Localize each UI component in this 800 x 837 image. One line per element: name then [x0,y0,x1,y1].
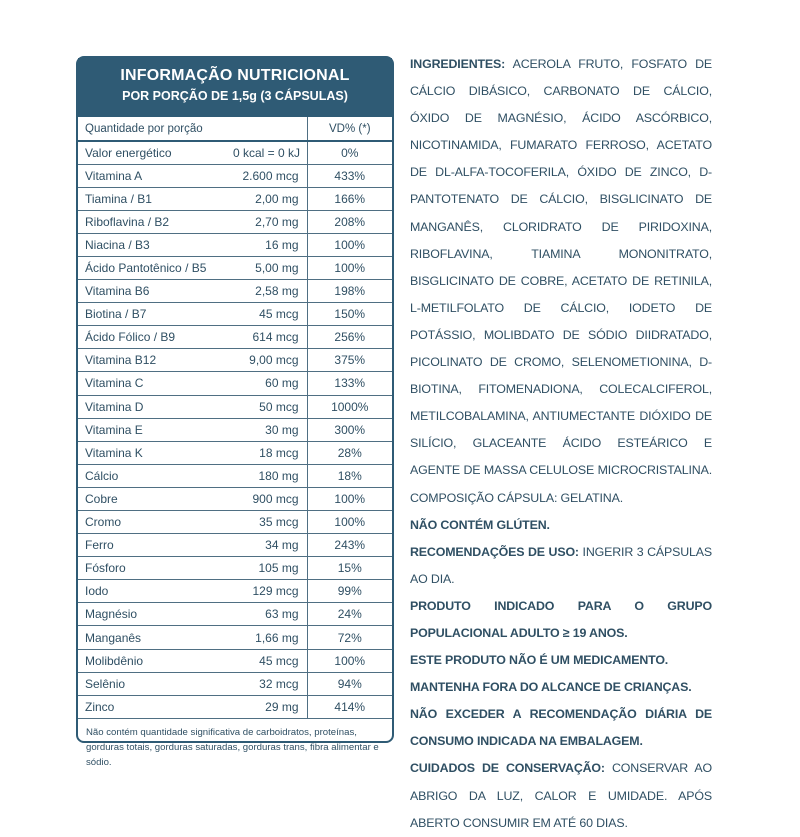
nutrient-amount: 35 mcg [229,511,307,534]
table-row [78,233,392,256]
table-row [78,256,392,279]
nutrient-name: Manganês [78,626,229,649]
nutrient-name: Vitamina B12 [78,349,229,372]
table-row [78,418,392,441]
nutrient-vd: 414% [307,695,392,718]
table-row [78,326,392,349]
nutrient-vd: 198% [307,280,392,303]
ingredients-paragraph [410,51,712,512]
nutrient-name: Vitamina C [78,372,229,395]
gluten-notice: NÃO CONTÉM GLÚTEN. [410,517,550,532]
table-row [78,511,392,534]
nutrient-name: Riboflavina / B2 [78,210,229,233]
table-row [78,626,392,649]
nutrient-amount: 45 mcg [229,303,307,326]
ingredients-label: INGREDIENTES: [410,57,506,71]
table-row [78,395,392,418]
no-exceed-notice: NÃO EXCEDER A RECOMENDAÇÃO DIÁRIA DE CONSUMO INDICADA NA EMBALAGEM. [410,707,712,749]
nutrient-vd: 94% [307,672,392,695]
care-paragraph [410,755,712,836]
nutrient-amount: 614 mcg [229,326,307,349]
table-row [78,164,392,187]
nutrient-vd: 300% [307,418,392,441]
table-row [78,141,392,164]
nutrient-vd: 100% [307,649,392,672]
nutrient-vd: 433% [307,164,392,187]
nutrient-amount: 9,00 mcg [229,349,307,372]
nutrient-vd: 1000% [307,395,392,418]
nutrient-name: Valor energético [78,141,229,164]
nutrient-amount: 18 mcg [229,441,307,464]
table-row [78,441,392,464]
nutrient-amount: 16 mg [229,233,307,256]
nutrition-table [78,117,392,719]
table-row [78,557,392,580]
care-text: CONSERVAR AO ABRIGO DA LUZ, CALOR E UMIDADE. APÓS ABERTO CONSUMIR EM ATÉ 60 DIAS. [410,761,712,830]
population-notice: PRODUTO INDICADO PARA O GRUPO POPULACIONAL ADULTO ≥ 19 ANOS. [410,598,712,640]
nutrient-name: Fósforo [78,557,229,580]
care-label: CUIDADOS DE CONSERVAÇÃO: [410,761,605,776]
nutrition-facts-panel [76,56,394,768]
nutrient-amount: 5,00 mg [229,256,307,279]
table-row [78,649,392,672]
nutrient-vd: 100% [307,487,392,510]
nutrient-name: Magnésio [78,603,229,626]
usage-label: RECOMENDAÇÕES DE USO: [410,544,579,559]
nutrient-amount: 34 mg [229,534,307,557]
usage-text: INGERIR 3 CÁPSULAS AO DIA. [410,544,712,586]
nutrient-vd: 166% [307,187,392,210]
nutrient-vd: 208% [307,210,392,233]
nutrient-vd: 72% [307,626,392,649]
nutrient-amount: 129 mcg [229,580,307,603]
nutrient-name: Cromo [78,511,229,534]
table-row [78,349,392,372]
nutrient-vd: 28% [307,441,392,464]
table-row [78,672,392,695]
nutrient-amount: 180 mg [229,464,307,487]
nutrient-name: Vitamina B6 [78,280,229,303]
nutrient-amount: 900 mcg [229,487,307,510]
nutrient-name: Zinco [78,695,229,718]
nutrient-name: Tiamina / B1 [78,187,229,210]
vd-header: VD% (*) [307,117,392,141]
quantity-header: Quantidade por porção [78,117,307,141]
table-row [78,695,392,718]
table-row [78,280,392,303]
table-header-row [78,117,392,141]
nutrient-vd: 375% [307,349,392,372]
nutrient-name: Ácido Fólico / B9 [78,326,229,349]
not-medicine-notice: ESTE PRODUTO NÃO É UM MEDICAMENTO. [410,653,669,668]
nutrient-vd: 100% [307,256,392,279]
table-row [78,580,392,603]
nutrient-amount: 2,70 mg [229,210,307,233]
footnote: Não contém quantidade significativa de carboidratos, proteínas, gorduras totais, gorduras saturadas, gorduras trans, fibra alimentar e sódio. [86,726,379,768]
nutrient-name: Selênio [78,672,229,695]
table-row [78,303,392,326]
nutrient-vd: 18% [307,464,392,487]
nutrient-vd: 24% [307,603,392,626]
ingredients-text: ACEROLA FRUTO, FOSFATO DE CÁLCIO DIBÁSICO, CARBONATO DE CÁLCIO, ÓXIDO DE MAGNÉSIO, ÁCIDO ASCÓRBICO, NICOTINAMIDA, FUMARATO FERROSO, ACETATO DE DL-ALFA-TOCOFERILA, ÓXIDO DE ZINCO, D-PANTOTENATO DE CÁLCIO, BISGLICINATO DE MANGANÊS, CLORIDRATO DE PIRIDOXINA, RIBOFLAVINA, TIAMINA MONONITRATO, BISGLICINATO DE COBRE, ACETATO DE RETINILA, L-METILFOLATO DE CÁLCIO, IODETO DE POTÁSSIO, MOLIBDATO DE SÓDIO DIIDRATADO, PICOLINATO DE CROMO, SELENOMETIONINA, D-BIOTINA, FITOMENADIONA, COLECALCIFEROL, METILCOBALAMINA, ANTIUMECTANTE DIÓXIDO DE SILÍCIO, GLACEANTE ÁCIDO ESTEÁRICO E AGENTE DE MASSA CELULOSE MICROCRISTALINA. COMPOSIÇÃO CÁPSULA: GELATINA. [410,57,712,505]
nutrient-vd: 256% [307,326,392,349]
nutrition-header [78,58,392,117]
nutrient-vd: 99% [307,580,392,603]
nutrient-amount: 60 mg [229,372,307,395]
nutrient-vd: 15% [307,557,392,580]
nutrient-name: Vitamina K [78,441,229,464]
usage-paragraph [410,539,712,593]
nutrient-name: Iodo [78,580,229,603]
table-row [78,372,392,395]
nutrient-name: Molibdênio [78,649,229,672]
nutrient-name: Cobre [78,487,229,510]
nutrient-name: Biotina / B7 [78,303,229,326]
nutrient-name: Vitamina A [78,164,229,187]
nutrient-amount: 2,00 mg [229,187,307,210]
table-row [78,487,392,510]
nutrient-amount: 2,58 mg [229,280,307,303]
table-row [78,534,392,557]
nutrient-amount: 105 mg [229,557,307,580]
keep-away-notice: MANTENHA FORA DO ALCANCE DE CRIANÇAS. [410,680,692,695]
nutrient-amount: 1,66 mg [229,626,307,649]
nutrient-amount: 2.600 mcg [229,164,307,187]
nutrient-name: Vitamina E [78,418,229,441]
serving-size: POR PORÇÃO DE 1,5g (3 CÁPSULAS) [122,89,348,103]
nutrient-amount: 32 mcg [229,672,307,695]
nutrition-table-body [78,141,392,718]
nutrient-name: Ferro [78,534,229,557]
nutrient-amount: 50 mcg [229,395,307,418]
nutrient-amount: 45 mcg [229,649,307,672]
nutrient-amount: 63 mg [229,603,307,626]
table-row [78,187,392,210]
nutrient-vd: 100% [307,233,392,256]
nutrient-vd: 100% [307,511,392,534]
nutrition-title: INFORMAÇÃO NUTRICIONAL [120,67,350,84]
nutrient-vd: 150% [307,303,392,326]
nutrient-name: Vitamina D [78,395,229,418]
table-row [78,464,392,487]
nutrient-vd: 243% [307,534,392,557]
product-info-text [410,51,712,837]
nutrient-name: Niacina / B3 [78,233,229,256]
table-row [78,603,392,626]
nutrient-amount: 30 mg [229,418,307,441]
nutrient-vd: 0% [307,141,392,164]
nutrient-vd: 133% [307,372,392,395]
nutrient-name: Ácido Pantotênico / B5 [78,256,229,279]
nutrient-amount: 29 mg [229,695,307,718]
nutrient-amount: 0 kcal = 0 kJ [229,141,307,164]
table-row [78,210,392,233]
nutrient-name: Cálcio [78,464,229,487]
